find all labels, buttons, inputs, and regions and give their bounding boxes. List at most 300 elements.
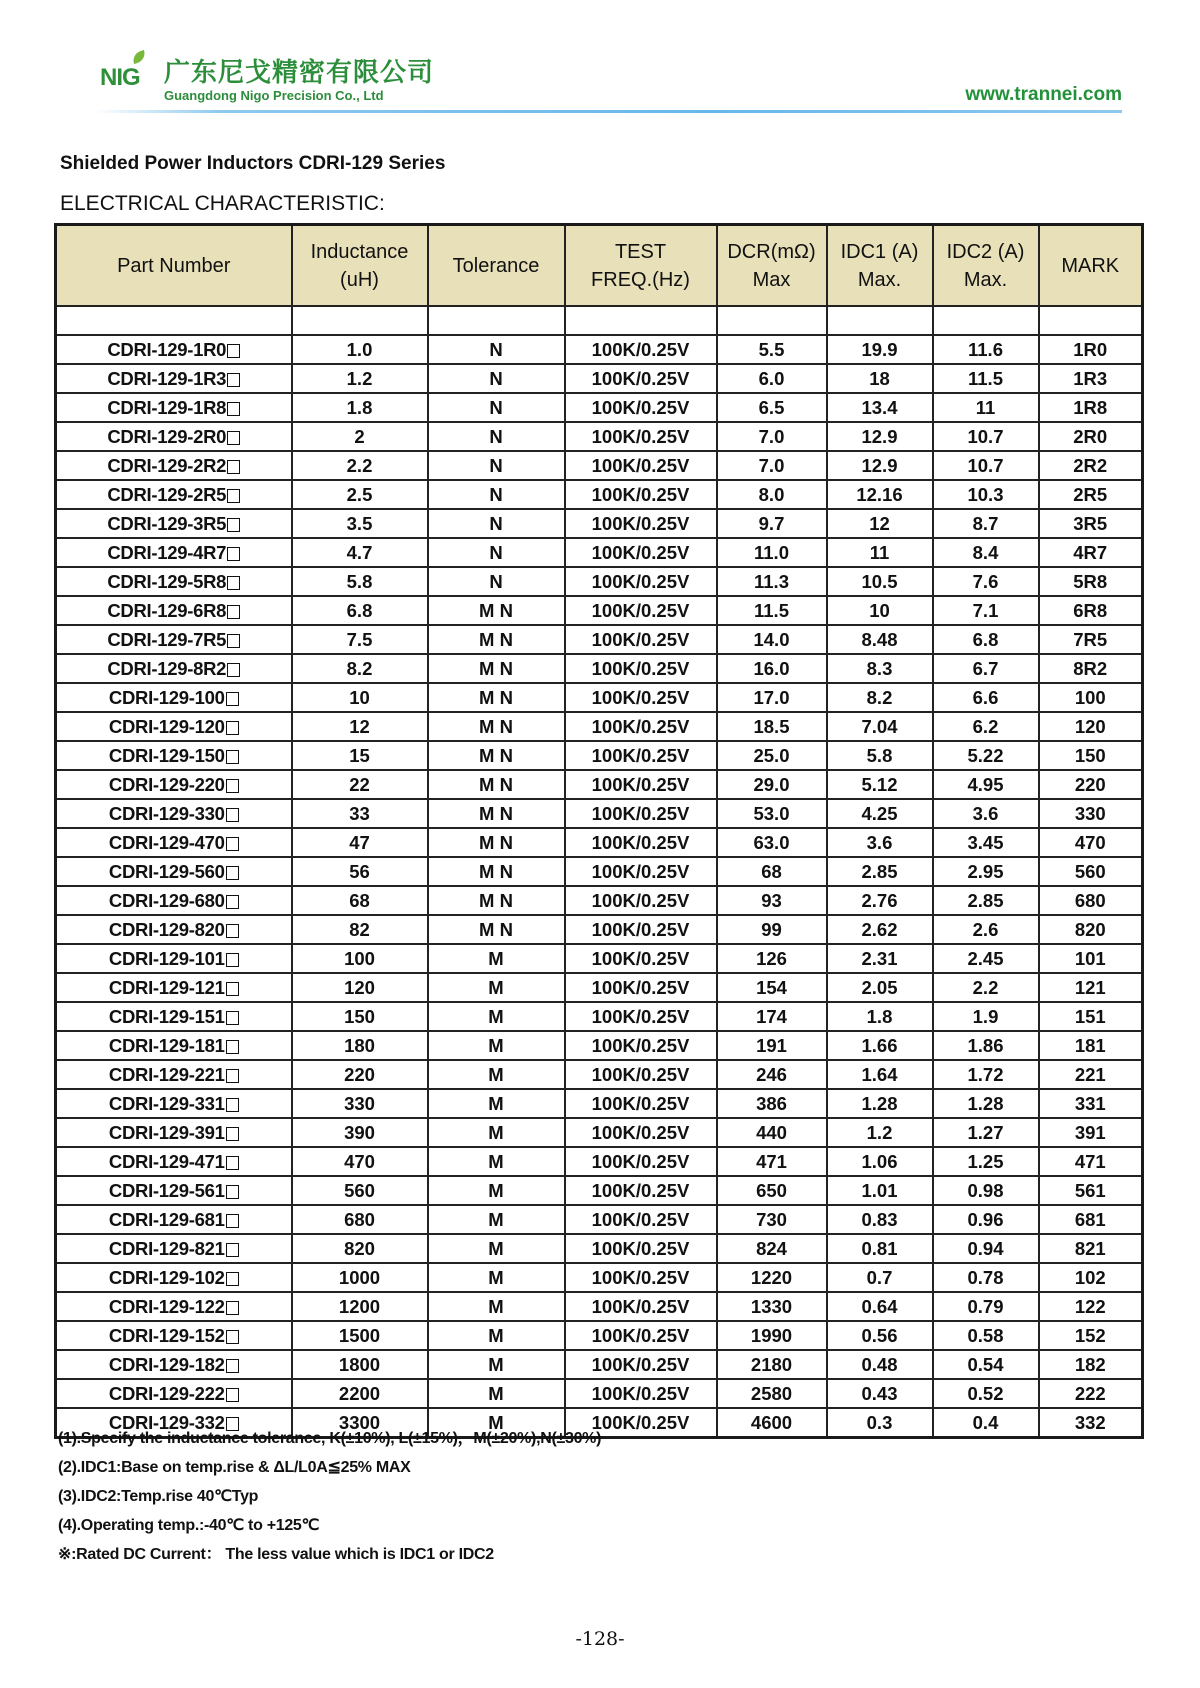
cell-idc2	[933, 1176, 1039, 1205]
cell-text: CDRI-129-331	[108, 1093, 225, 1114]
cell-text: N	[489, 368, 503, 389]
cell-text: 3.6	[866, 832, 893, 853]
cell-text: 1.25	[967, 1151, 1004, 1172]
tolerance-code-box-icon	[226, 692, 239, 706]
table-row	[56, 886, 1143, 915]
cell-text: N	[489, 513, 503, 534]
cell-mark	[1039, 1350, 1143, 1379]
cell-text: 29.0	[753, 774, 790, 795]
cell-tolerance	[428, 1379, 565, 1408]
cell-idc2	[933, 1408, 1039, 1438]
cell-inductance	[292, 1263, 428, 1292]
cell-text: 3300	[338, 1412, 381, 1433]
header-label: TEST	[614, 240, 667, 263]
cell-text: CDRI-129-820	[108, 919, 225, 940]
cell-text: 100K/0.25V	[591, 397, 690, 418]
cell-text: 126	[756, 948, 787, 969]
cell-text: 5.8	[866, 745, 893, 766]
website-url[interactable]: www.trannei.com	[965, 84, 1122, 105]
cell-idc1	[827, 770, 933, 799]
table-row	[56, 770, 1143, 799]
cell-idc2	[933, 451, 1039, 480]
cell-text: 6.7	[972, 658, 999, 679]
cell-test-frequency	[565, 596, 717, 625]
cell-text: 99	[761, 919, 782, 940]
cell-dcr	[717, 828, 827, 857]
cell-text: 1.2	[866, 1122, 893, 1143]
table-row	[56, 1205, 1143, 1234]
cell-inductance	[292, 596, 428, 625]
cell-mark	[1039, 1089, 1143, 1118]
cell-inductance	[292, 915, 428, 944]
cell-text: CDRI-129-561	[108, 1180, 225, 1201]
cell-mark	[1039, 596, 1143, 625]
cell-text: 4600	[750, 1412, 793, 1433]
table-row	[56, 509, 1143, 538]
cell-text: 8.7	[972, 513, 999, 534]
cell-text: 1000	[338, 1267, 381, 1288]
cell-tolerance	[428, 422, 565, 451]
cell-text: 8.48	[861, 629, 898, 650]
cell-idc1	[827, 1031, 933, 1060]
cell-dcr	[717, 770, 827, 799]
cell-text: 0.52	[967, 1383, 1004, 1404]
cell-text: CDRI-129-2R5	[107, 484, 227, 505]
cell-inductance	[292, 1292, 428, 1321]
cell-idc1	[827, 799, 933, 828]
cell-mark	[1039, 799, 1143, 828]
cell-text: M N	[479, 600, 513, 621]
cell-text: M N	[479, 629, 513, 650]
notes-section	[58, 1424, 601, 1569]
cell-inductance	[292, 509, 428, 538]
cell-text: CDRI-129-7R5	[107, 629, 227, 650]
cell-text: 68	[349, 890, 370, 911]
cell-idc1	[827, 509, 933, 538]
cell-dcr	[717, 625, 827, 654]
cell-part-number	[56, 596, 292, 625]
cell-text: M N	[479, 861, 513, 882]
cell-idc1	[827, 364, 933, 393]
cell-text: M	[488, 1238, 504, 1259]
cell-text: 7.1	[972, 600, 999, 621]
cell-text: M	[488, 1151, 504, 1172]
cell-inductance	[292, 1321, 428, 1350]
cell-tolerance	[428, 451, 565, 480]
cell-text: 2.85	[967, 890, 1004, 911]
cell-text: 6.2	[972, 716, 999, 737]
header-divider	[96, 110, 1122, 113]
cell-text: CDRI-129-102	[108, 1267, 225, 1288]
tolerance-code-box-icon	[226, 953, 239, 967]
cell-idc1	[827, 857, 933, 886]
cell-text: 560	[1074, 861, 1106, 882]
cell-text: 100K/0.25V	[591, 1296, 690, 1317]
cell-test-frequency	[565, 1176, 717, 1205]
cell-text: M N	[479, 687, 513, 708]
cell-tolerance	[428, 828, 565, 857]
cell-text: 100K/0.25V	[591, 455, 690, 476]
table-row	[56, 1350, 1143, 1379]
cell-dcr	[717, 480, 827, 509]
cell-text: 331	[1074, 1093, 1106, 1114]
cell-text: CDRI-129-181	[108, 1035, 225, 1056]
header-label: IDC1 (A)	[840, 240, 919, 263]
cell-dcr	[717, 538, 827, 567]
cell-text: CDRI-129-151	[108, 1006, 225, 1027]
tolerance-code-box-icon	[226, 1330, 239, 1344]
table-row	[56, 828, 1143, 857]
cell-dcr	[717, 1147, 827, 1176]
cell-text: 560	[344, 1180, 375, 1201]
cell-mark	[1039, 1379, 1143, 1408]
cell-part-number	[56, 1321, 292, 1350]
cell-tolerance	[428, 480, 565, 509]
cell-inductance	[292, 1060, 428, 1089]
cell-idc1	[827, 1263, 933, 1292]
cell-text: 11	[869, 542, 890, 563]
tolerance-code-box-icon	[226, 808, 239, 822]
cell-text: 730	[756, 1209, 787, 1230]
cell-mark	[1039, 1205, 1143, 1234]
cell-text: 11.5	[754, 600, 789, 621]
cell-text: 2.85	[861, 861, 898, 882]
cell-text: 8.0	[758, 484, 785, 505]
cell-text: 68	[761, 861, 782, 882]
cell-idc2	[933, 1263, 1039, 1292]
cell-text: M N	[479, 803, 513, 824]
cell-part-number	[56, 1350, 292, 1379]
cell-dcr	[717, 683, 827, 712]
table-row	[56, 364, 1143, 393]
cell-mark	[1039, 1408, 1143, 1438]
cell-text: 100K/0.25V	[591, 339, 690, 360]
cell-text: 100K/0.25V	[591, 861, 690, 882]
table-row	[56, 1263, 1143, 1292]
table-row	[56, 393, 1143, 422]
tolerance-code-box-icon	[227, 576, 240, 590]
cell-tolerance	[428, 1002, 565, 1031]
cell-tolerance	[428, 335, 565, 364]
cell-inductance	[292, 1176, 428, 1205]
cell-text: 820	[1074, 919, 1106, 940]
cell-part-number	[56, 364, 292, 393]
cell-text: 100	[1074, 687, 1106, 708]
cell-text: CDRI-129-680	[108, 890, 225, 911]
cell-text: 471	[756, 1151, 787, 1172]
cell-part-number	[56, 799, 292, 828]
note-operating-temp: (4).Operating temp.:-40℃ to +125℃	[58, 1517, 320, 1534]
cell-mark	[1039, 422, 1143, 451]
cell-dcr	[717, 886, 827, 915]
header-test-frequency	[565, 225, 717, 307]
cell-part-number	[56, 1263, 292, 1292]
cell-test-frequency	[565, 538, 717, 567]
cell-mark	[1039, 364, 1143, 393]
logo-leaf-icon	[131, 50, 148, 64]
cell-idc2	[933, 625, 1039, 654]
cell-inductance	[292, 422, 428, 451]
cell-test-frequency	[565, 1002, 717, 1031]
cell-text: 100K/0.25V	[591, 1180, 690, 1201]
cell-inductance	[292, 799, 428, 828]
cell-mark	[1039, 1176, 1143, 1205]
cell-text: 2.5	[346, 484, 373, 505]
cell-text: 1500	[338, 1325, 381, 1346]
tolerance-code-box-icon	[226, 924, 239, 938]
table-row	[56, 625, 1143, 654]
cell-dcr	[717, 1263, 827, 1292]
cell-part-number	[56, 538, 292, 567]
cell-idc1	[827, 1321, 933, 1350]
cell-text: 246	[756, 1064, 787, 1085]
cell-idc2	[933, 567, 1039, 596]
cell-idc2	[933, 1205, 1039, 1234]
cell-text: 5.8	[346, 571, 373, 592]
cell-test-frequency	[565, 480, 717, 509]
cell-text: 1.28	[967, 1093, 1004, 1114]
tolerance-code-box-icon	[227, 547, 240, 561]
cell-idc2	[933, 654, 1039, 683]
cell-text: 4.7	[346, 542, 373, 563]
cell-text: 100K/0.25V	[591, 1325, 690, 1346]
cell-text: 100K/0.25V	[591, 542, 690, 563]
table-row	[56, 973, 1143, 1002]
cell-text: 1220	[750, 1267, 793, 1288]
cell-tolerance	[428, 625, 565, 654]
tolerance-code-box-icon	[226, 1359, 239, 1373]
header-label: IDC2 (A)	[946, 240, 1025, 263]
cell-text: N	[489, 426, 503, 447]
cell-tolerance	[428, 1176, 565, 1205]
cell-idc2	[933, 1234, 1039, 1263]
cell-idc1	[827, 451, 933, 480]
cell-text: CDRI-129-2R0	[107, 426, 227, 447]
cell-text: 7R5	[1073, 629, 1108, 650]
cell-idc2	[933, 596, 1039, 625]
cell-text: 1.86	[967, 1035, 1004, 1056]
cell-text: CDRI-129-182	[108, 1354, 225, 1375]
cell-text: 12	[349, 716, 370, 737]
cell-text: 2.62	[861, 919, 898, 940]
cell-test-frequency	[565, 770, 717, 799]
cell-inductance	[292, 741, 428, 770]
cell-dcr	[717, 1031, 827, 1060]
cell-test-frequency	[565, 741, 717, 770]
cell-inductance	[292, 1031, 428, 1060]
cell-tolerance	[428, 1060, 565, 1089]
header-label: Inductance	[310, 240, 409, 263]
cell-idc2	[933, 944, 1039, 973]
cell-text: 0.96	[967, 1209, 1004, 1230]
cell-text: 0.81	[861, 1238, 898, 1259]
cell-mark	[1039, 335, 1143, 364]
section-title: ELECTRICAL CHARACTERISTIC:	[60, 192, 385, 215]
cell-text: 2.76	[861, 890, 898, 911]
cell-text: 4.25	[861, 803, 898, 824]
tolerance-code-box-icon	[227, 663, 240, 677]
cell-idc2	[933, 712, 1039, 741]
cell-text: 8R2	[1073, 658, 1108, 679]
cell-text: 0.7	[866, 1267, 893, 1288]
header-idc1	[827, 225, 933, 307]
cell-text: 8.2	[346, 658, 373, 679]
cell-part-number	[56, 1031, 292, 1060]
cell-text: 0.58	[967, 1325, 1004, 1346]
cell-text: 5.5	[758, 339, 785, 360]
cell-text: 150	[1074, 745, 1106, 766]
cell-text: 181	[1074, 1035, 1106, 1056]
cell-test-frequency	[565, 712, 717, 741]
cell-dcr	[717, 799, 827, 828]
header-part-number	[56, 225, 292, 307]
cell-text: 14.0	[753, 629, 790, 650]
cell-text: 12.16	[856, 484, 903, 505]
cell-inductance	[292, 335, 428, 364]
cell-dcr	[717, 1321, 827, 1350]
cell-text: M N	[479, 716, 513, 737]
cell-text: 100K/0.25V	[591, 948, 690, 969]
cell-mark	[1039, 1321, 1143, 1350]
cell-text: 220	[1074, 774, 1106, 795]
cell-tolerance	[428, 567, 565, 596]
cell-text: 6.8	[346, 600, 373, 621]
cell-text: 8.3	[866, 658, 893, 679]
cell-text: 100K/0.25V	[591, 1093, 690, 1114]
cell-test-frequency	[565, 683, 717, 712]
cell-text: 2.05	[861, 977, 898, 998]
cell-tolerance	[428, 683, 565, 712]
cell-text: 100K/0.25V	[591, 803, 690, 824]
tolerance-code-box-icon	[227, 460, 240, 474]
cell-text: 1.66	[861, 1035, 898, 1056]
cell-mark	[1039, 1031, 1143, 1060]
cell-text: 221	[1074, 1064, 1106, 1085]
cell-text: 11.0	[754, 542, 789, 563]
cell-tolerance	[428, 915, 565, 944]
cell-text: 561	[1074, 1180, 1106, 1201]
cell-text: 11	[975, 397, 996, 418]
cell-text: 1.64	[861, 1064, 898, 1085]
cell-mark	[1039, 625, 1143, 654]
cell-mark	[1039, 1292, 1143, 1321]
cell-text: 100K/0.25V	[591, 890, 690, 911]
cell-idc1	[827, 480, 933, 509]
cell-text: 0.3	[866, 1412, 893, 1433]
cell-part-number	[56, 828, 292, 857]
tolerance-code-box-icon	[226, 1388, 239, 1402]
cell-text: CDRI-129-2R2	[107, 455, 227, 476]
cell-part-number	[56, 1379, 292, 1408]
cell-tolerance	[428, 1089, 565, 1118]
cell-part-number	[56, 567, 292, 596]
table-body	[56, 306, 1143, 1438]
cell-test-frequency	[565, 1060, 717, 1089]
table-row	[56, 799, 1143, 828]
cell-inductance	[292, 625, 428, 654]
cell-part-number	[56, 1234, 292, 1263]
company-name-chinese: 广东尼戈精密有限公司	[164, 58, 435, 88]
header-label: Max.	[963, 268, 1008, 291]
cell-idc1	[827, 1379, 933, 1408]
cell-text: N	[489, 484, 503, 505]
cell-text: 2R5	[1073, 484, 1108, 505]
cell-part-number	[56, 422, 292, 451]
cell-inductance	[292, 393, 428, 422]
cell-text: 681	[1074, 1209, 1106, 1230]
cell-dcr	[717, 596, 827, 625]
table-row	[56, 915, 1143, 944]
tolerance-code-box-icon	[226, 1098, 239, 1112]
cell-test-frequency	[565, 509, 717, 538]
cell-text: M	[488, 977, 504, 998]
cell-inductance	[292, 364, 428, 393]
cell-text: 100K/0.25V	[591, 629, 690, 650]
cell-idc2	[933, 915, 1039, 944]
cell-part-number	[56, 915, 292, 944]
table-row	[56, 1234, 1143, 1263]
cell-idc1	[827, 915, 933, 944]
cell-text: 11.5	[968, 368, 1003, 389]
cell-text: 1800	[338, 1354, 381, 1375]
cell-idc1	[827, 1176, 933, 1205]
tolerance-code-box-icon	[227, 402, 240, 416]
cell-text: 2.2	[972, 977, 999, 998]
header-separator	[56, 306, 1143, 335]
table-header-row	[56, 225, 1143, 307]
table-row	[56, 596, 1143, 625]
cell-dcr	[717, 712, 827, 741]
cell-text: 12	[869, 513, 890, 534]
cell-text: 19.9	[861, 339, 898, 360]
cell-text: 1.9	[972, 1006, 999, 1027]
cell-inductance	[292, 886, 428, 915]
cell-idc2	[933, 1321, 1039, 1350]
cell-mark	[1039, 1118, 1143, 1147]
cell-dcr	[717, 451, 827, 480]
tolerance-code-box-icon	[227, 344, 240, 358]
cell-text: 100K/0.25V	[591, 1064, 690, 1085]
cell-idc2	[933, 480, 1039, 509]
cell-mark	[1039, 538, 1143, 567]
cell-mark	[1039, 1060, 1143, 1089]
cell-text: 1200	[338, 1296, 381, 1317]
cell-dcr	[717, 393, 827, 422]
cell-dcr	[717, 422, 827, 451]
cell-text: 2R2	[1073, 455, 1108, 476]
cell-text: CDRI-129-101	[108, 948, 225, 969]
cell-dcr	[717, 1292, 827, 1321]
cell-mark	[1039, 567, 1143, 596]
cell-text: M N	[479, 919, 513, 940]
cell-text: 6.0	[758, 368, 785, 389]
cell-text: 2.31	[861, 948, 898, 969]
cell-text: M	[488, 1296, 504, 1317]
table-row	[56, 538, 1143, 567]
cell-text: 824	[756, 1238, 787, 1259]
cell-text: 100K/0.25V	[591, 600, 690, 621]
tolerance-code-box-icon	[227, 518, 240, 532]
cell-text: 3.6	[972, 803, 999, 824]
tolerance-code-box-icon	[226, 1040, 239, 1054]
cell-part-number	[56, 886, 292, 915]
cell-test-frequency	[565, 364, 717, 393]
cell-text: 13.4	[861, 397, 898, 418]
cell-idc1	[827, 625, 933, 654]
cell-tolerance	[428, 654, 565, 683]
table-row	[56, 741, 1143, 770]
cell-text: CDRI-129-471	[108, 1151, 225, 1172]
